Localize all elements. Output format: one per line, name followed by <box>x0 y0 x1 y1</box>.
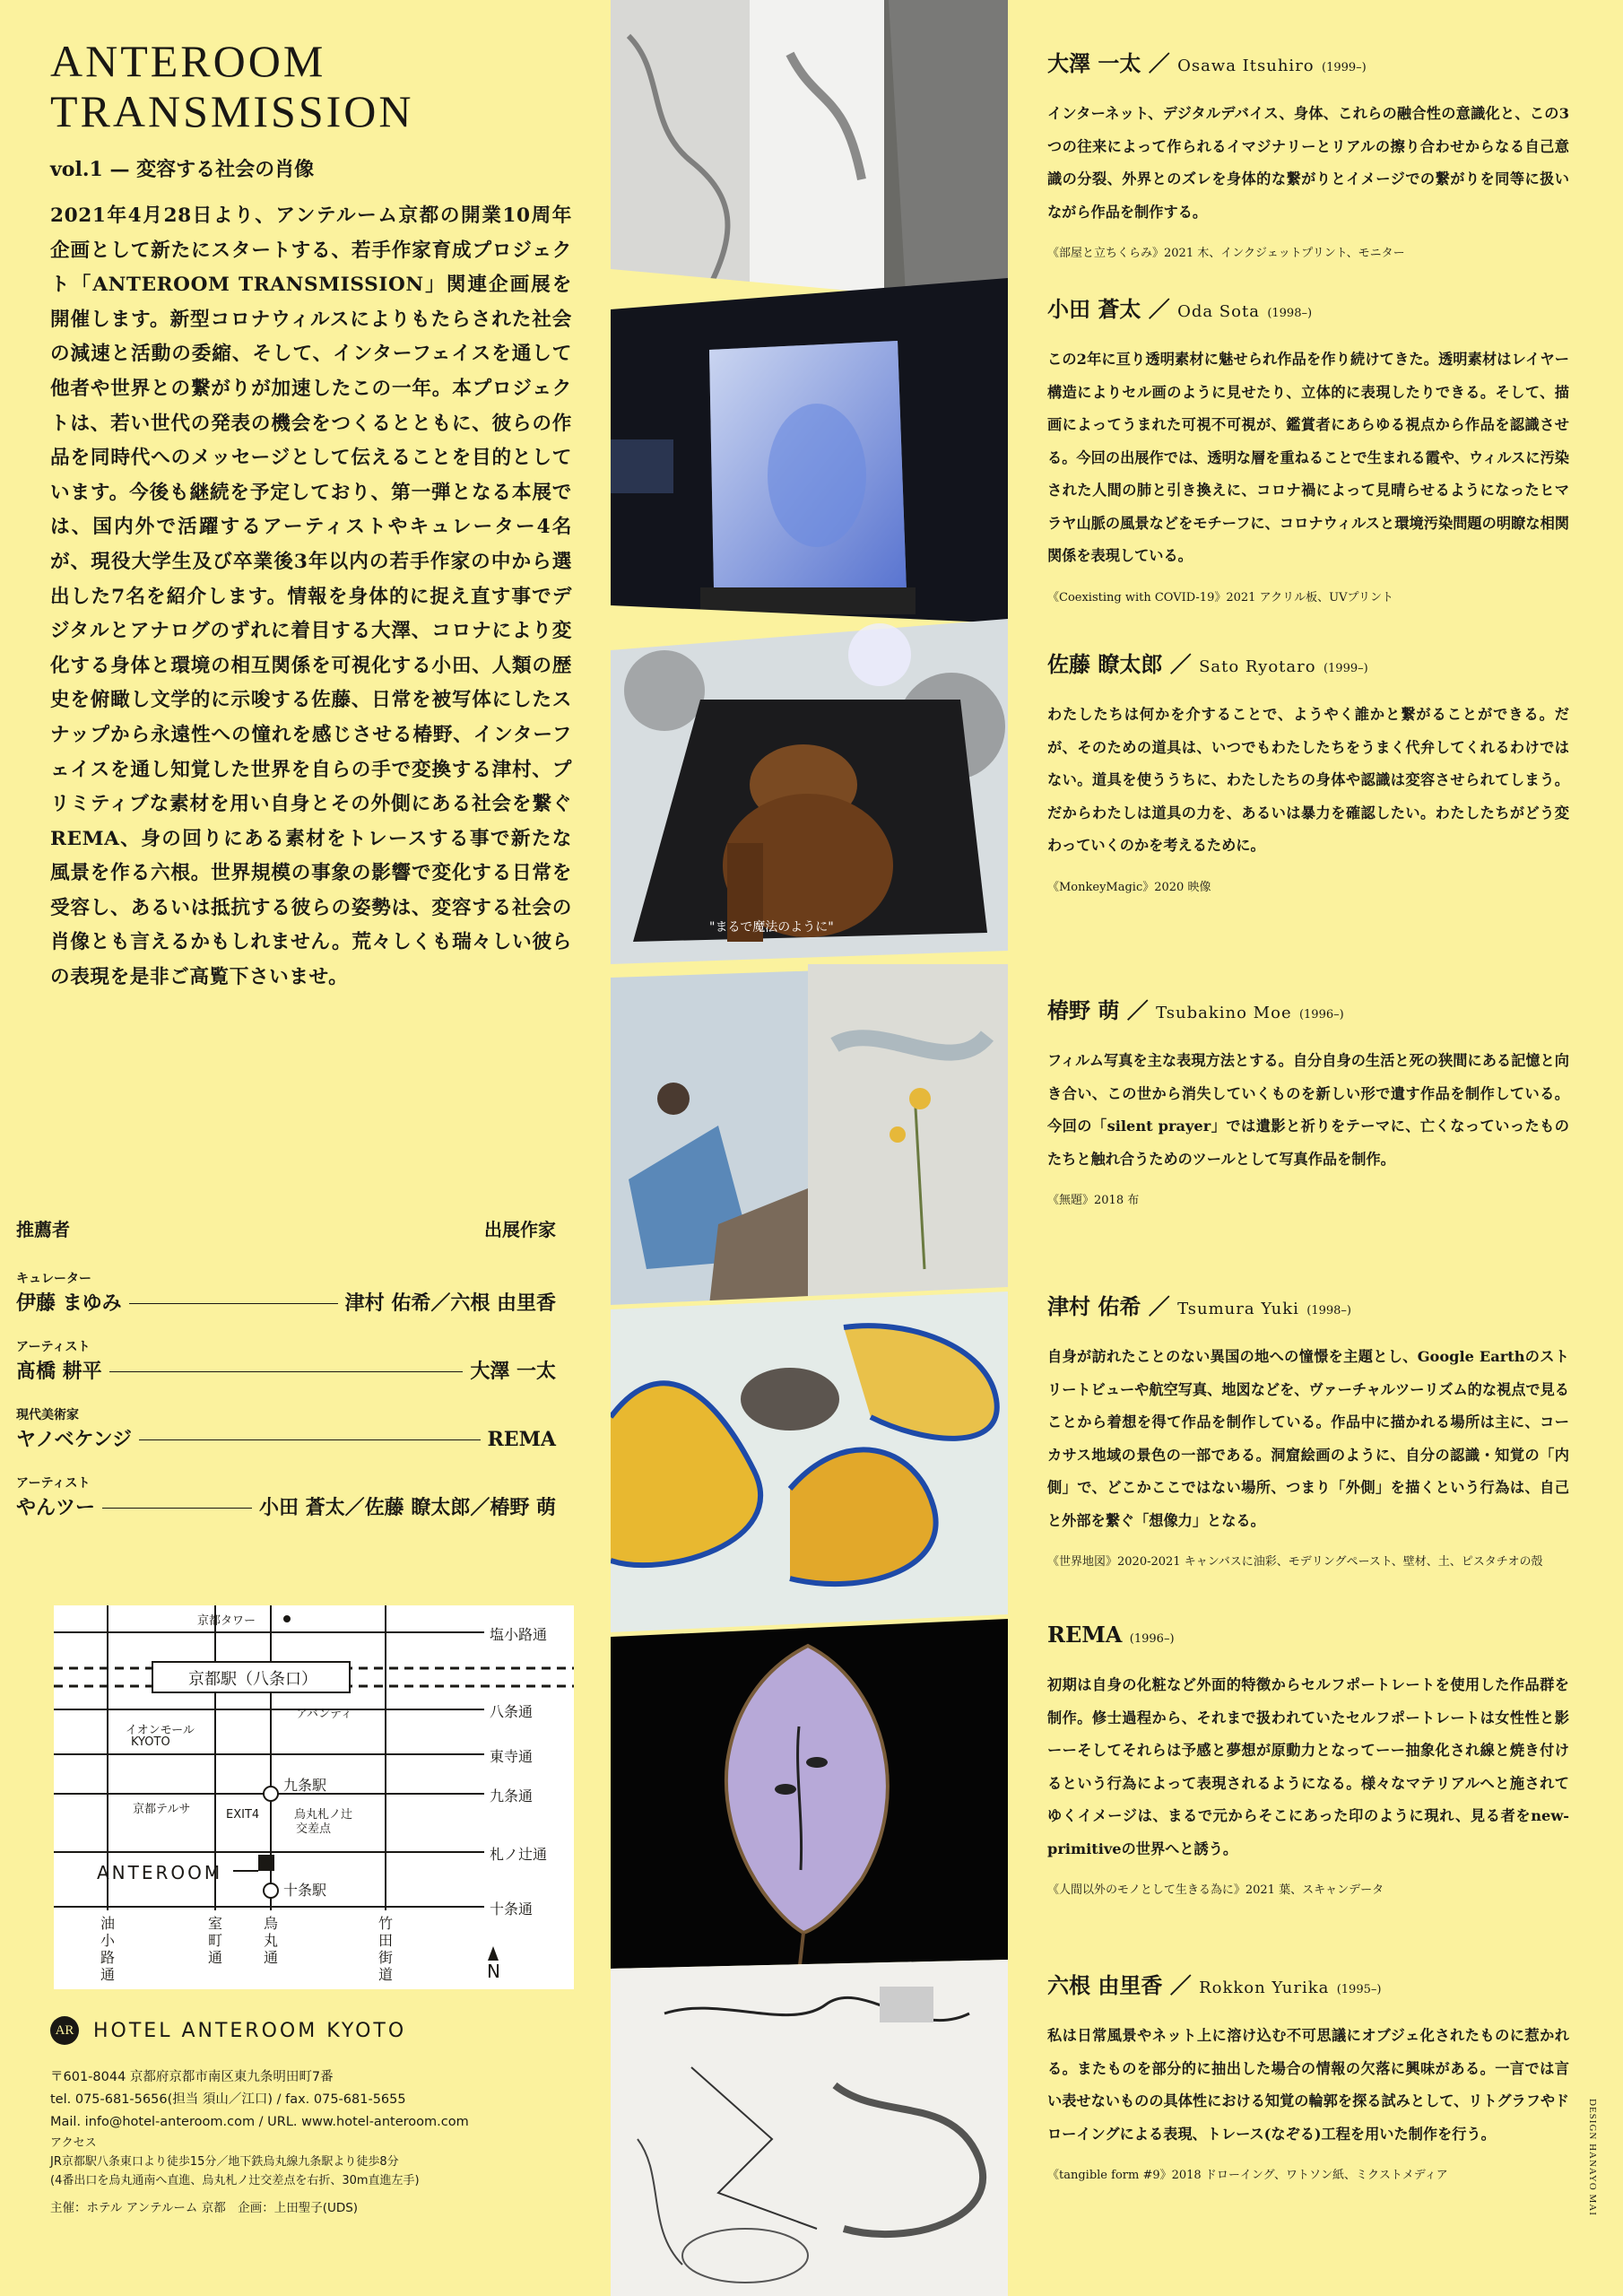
aeon-label: イオンモール <box>126 1724 195 1737</box>
artist-romaji: Osawa Itsuhiro <box>1177 57 1315 75</box>
artist-bio: わたしたちは何かを介することで、ようやく誰かと繋がることができる。だが、そのための道具は、いつでもわたしたちをうまく代弁してくれるわけではない。道具を使ううちに、わたしたちの身体や認識は変容させられてしまう。だからわたしは道具の力を、あるいは暴力を確認したい。わたしたちがどう変わっていくのかを考えるために。 <box>1047 706 1569 854</box>
kyoto-tower-label: 京都タワー <box>197 1614 256 1628</box>
road-label: 八条通 <box>490 1703 534 1720</box>
artwork-strip <box>611 0 1008 2296</box>
artist-name: 椿野 萌 <box>1047 997 1120 1023</box>
recommender-name: ヤノベケンジ <box>16 1428 133 1451</box>
recommender-row <box>16 1406 556 1455</box>
north-label: N <box>487 1961 500 1982</box>
crossing-label: 烏丸札ノ辻 <box>294 1808 353 1822</box>
artist-bio: 自身が訪れたことのない異国の地への憧憬を主題とし、Google Earthのストリートビューや航空写真、地図などを、ヴァーチャルツーリズム的な視点で見ることから着想を得て作品を制作している。作品中に描かれる場所は主に、コーカサス地域の景色の一部である。洞窟絵画のように、自分の認識・知覚の「内側」で、どこかここではない場所、つまり「外側」を描くという行為は、自己と外部を繋ぐ「想像力」となる。 <box>1047 1348 1569 1529</box>
organizer-credit: 主催：ホテル アンテルーム 京都 企画：上田聖子(UDS) <box>50 2201 359 2215</box>
artist-entry: 佐藤 瞭太郎 ／ Sato Ryotaro (1999–) わたしたちは何かを介することで、ようやく誰かと繋がることができる。だが、そのための道具は、いつでもわたしたちをうまく代弁してくれるわけではない。道具を使ううちに、わたしたちの身体や認識は変容させられてしまう。だからわたしは道具の力を、あるいは暴力を確認したい。わたしたちがどう変わっていくのかを考えるために。 《MonkeyMagic》2020 映像 <box>1047 649 1569 897</box>
road-label: 札ノ辻通 <box>490 1846 548 1863</box>
artist-years: (1996–) <box>1298 1008 1344 1022</box>
recommender-heading: 推薦者 <box>16 1219 70 1240</box>
artist-name: REMA <box>1047 1622 1123 1648</box>
artwork-tsumura <box>611 1292 1008 1650</box>
artist-entry <box>1047 1620 1569 1900</box>
terrsa-label: 京都テルサ <box>133 1803 191 1816</box>
artist-romaji: Oda Sota <box>1177 302 1260 321</box>
recommender-name: 伊藤 まゆみ <box>16 1292 122 1315</box>
recommender-table <box>16 1215 556 1543</box>
jujo-station-label: 十条駅 <box>283 1882 327 1899</box>
vertical-road-label: 室町通 <box>207 1915 222 1966</box>
access-title: アクセス <box>50 2136 97 2150</box>
access-map <box>54 1605 574 1989</box>
recommender-name: やんツー <box>16 1496 96 1519</box>
artist-years: (1999–) <box>1323 662 1368 675</box>
access-line-1: JR京都駅八条東口より徒歩15分／地下鉄烏丸線九条駅より徒歩8分 <box>50 2155 399 2169</box>
vertical-road-label: 竹田街道 <box>378 1915 393 1983</box>
hotel-name: HOTEL ANTEROOM KYOTO <box>93 2019 407 2042</box>
intro-text: 2021年4月28日より、アンテルーム京都の開業10周年企画として新たにスタートする、若手作家育成プロジェクト「ANTEROOM TRANSMISSION」関連企画展を開催します。新型コロナウィルスによりもたらされた社会の減速と活動の委縮、そして、インターフェイスを通して他者や世界との繋がりが加速したこの一年。本プロジェクトは、若い世代の発表の機会をつくるとともに、彼らの作品を同時代へのメッセージとして伝えることを目的としています。今後も継続を予定しており、第一弾となる本展では、国内外で活躍するアーティストやキュレーター4名が、現役大学生及び卒業後3年以内の若手作家の中から選出した7名を紹介します。情報を身体的に捉え直す事でデジタルとアナログのずれに着目する大澤、コロナにより変化する身体と環境の相互関係を可視化する小田、人類の歴史を俯瞰し文学的に示唆する佐藤、日常を被写体にしたスナップから永遠性への憧れを感じさせる椿野、インターフェイスを通し知覚した世界を自らの手で変換する津村、プリミティブな素材を用い自身とその外側にある社会を繋ぐREMA、身の回りにある素材をトレースする事で新たな風景を作る六根。世界規模の事象の影響で変化する日常を受容し、あるいは抵抗する彼らの姿勢は、変容する社会の肖像とも言えるかもしれません。荒々しくも瑞々しい彼らの表現を是非ご高覧下さいませ。 <box>50 204 572 989</box>
connector-line <box>109 1371 464 1372</box>
hotel-address: 〒601-8044 京都府京都市南区東九条明田町7番 <box>50 2070 334 2084</box>
artist-entry: 小田 蒼太 ／ Oda Sota (1998–) この2年に亘り透明素材に魅せられ作品を作り続けてきた。透明素材はレイヤー構造によりセル画のように見せたり、立体的に表現したりできる。そして、描画によってうまれた可視不可視が、鑑賞者にあらゆる視点から作品を認識させる。今回の出展作では、透明な層を重ねることで生まれる霞や、ウィルスに汚染された人間の肺と引き換えに、コロナ禍によって見晴らせるようになったヒマラヤ山脈の風景などをモチーフに、コロナウィルスと環境汚染問題の明瞭な相関関係を表現している。 《Coexisting with COVID-19》2021 アクリル板、UVプリント <box>1047 294 1569 607</box>
artist-entry: 椿野 萌 ／ Tsubakino Moe (1996–) フィルム写真を主な表現方法とする。自分自身の生活と死の狭間にある記憶と向き合い、この世から消失していくものを新しい形で遺す作品を制作している。今回の「silent prayer」では遺影と祈りをテーマに、亡くなっていったものたちと触れ合うためのツールとして写真作品を制作。 《無題》2018 布 <box>1047 996 1569 1210</box>
artists-heading: 出展作家 <box>484 1219 556 1240</box>
road-label: 九条通 <box>490 1787 534 1805</box>
artwork-caption: 《MonkeyMagic》2020 映像 <box>1047 880 1211 894</box>
artwork-tsubakino <box>611 964 1008 1323</box>
road-label: 東寺通 <box>490 1748 534 1765</box>
artist-years: (1998–) <box>1306 1304 1351 1318</box>
connector-line <box>102 1508 252 1509</box>
artist-name: 大澤 一太 <box>1047 50 1141 76</box>
road-label: 塩小路通 <box>490 1626 548 1643</box>
artwork-caption: 《Coexisting with COVID-19》2021 アクリル板、UVプリント <box>1047 590 1393 604</box>
crossing-label-2: 交差点 <box>296 1822 332 1836</box>
artist-romaji: Tsubakino Moe <box>1156 1004 1292 1022</box>
artist-bio: 初期は自身の化粧など外面的特徴からセルフポートレートを使用した作品群を制作。修士過程から、それまで扱われていたセルフポートレートは女性性と影ーーそしてそれらは予感と夢想が原動力となってーー抽象化され線と焼き付けるという行為によって表現されるようになる。様々なマテリアルへと施されてゆくイメージは、まるで元からそこにあった印のように現れ、見る者をnew-primitiveの世界へと誘う。 <box>1047 1676 1569 1857</box>
artist-bio: この2年に亘り透明素材に魅せられ作品を作り続けてきた。透明素材はレイヤー構造によりセル画のように見せたり、立体的に表現したりできる。そして、描画によってうまれた可視不可視が、鑑賞者にあらゆる視点から作品を認識させる。今回の出展作では、透明な層を重ねることで生まれる霞や、ウィルスに汚染された人間の肺と引き換えに、コロナ禍によって見晴らせるようになったヒマラヤ山脈の風景などをモチーフに、コロナウィルスと環境汚染問題の明瞭な相関関係を表現している。 <box>1047 351 1569 564</box>
exhibition-subtitle: vol.1 — 変容する社会の肖像 <box>50 158 315 181</box>
artist-years: (1999–) <box>1322 61 1367 74</box>
artwork-rema <box>611 1619 1008 1987</box>
artist-romaji: Rokkon Yurika <box>1199 1979 1330 1997</box>
recommender-role: アーティスト <box>16 1340 91 1354</box>
artwork-caption: 《世界地図》2020-2021 キャンバスに油彩、モデリングペースト、壁材、土、ピスタチオの殻 <box>1047 1555 1543 1569</box>
artwork-sato <box>611 619 1008 978</box>
artwork-caption-text: "まるで魔法のように" <box>709 920 834 935</box>
artist-years: (1996–) <box>1129 1632 1175 1646</box>
artwork-rokkon <box>611 1960 1008 2296</box>
recommender-row <box>16 1338 556 1387</box>
hotel-tel: tel. 075-681-5656(担当 須山／江口) / fax. 075-681-5655 <box>50 2092 406 2107</box>
recommender-role: 現代美術家 <box>16 1408 79 1422</box>
artwork-caption: 《部屋と立ちくらみ》2021 木、インクジェットプリント、モニター <box>1047 247 1405 260</box>
hotel-logo: AR <box>50 2016 79 2045</box>
artist-years: (1998–) <box>1267 307 1313 320</box>
connector-line <box>129 1303 338 1304</box>
artist-romaji: Sato Ryotaro <box>1199 657 1316 676</box>
recommended-artists: REMA <box>487 1428 556 1451</box>
artist-entry: 大澤 一太 ／ Osawa Itsuhiro (1999–) インターネット、デジタルデバイス、身体、これらの融合性の意識化と、この3つの往来によって作られるイマジナリーとリアルの擦り合わせからなる自己意識の分裂、外界とのズレを身体的な繋がりとイメージでの繋がりを同等に扱いながら作品を制作する。 《部屋と立ちくらみ》2021 木、インクジェットプリント、モニター <box>1047 48 1569 263</box>
artist-name: 佐藤 瞭太郎 <box>1047 651 1163 677</box>
title-line-2: TRANSMISSION <box>50 86 414 136</box>
recommender-row <box>16 1270 556 1318</box>
artwork-osawa <box>611 0 1008 309</box>
recommended-artists: 津村 佑希／六根 由里香 <box>344 1292 556 1315</box>
hotel-mail: Mail. info@hotel-anteroom.com / URL. www.hotel-anteroom.com <box>50 2115 469 2129</box>
design-credit: DESIGN HANAYO MAI <box>1587 2099 1598 2216</box>
artwork-caption: 《無題》2018 布 <box>1047 1194 1140 1207</box>
artist-bio: インターネット、デジタルデバイス、身体、これらの融合性の意識化と、この3つの往来によって作られるイマジナリーとリアルの擦り合わせからなる自己意識の分裂、外界とのズレを身体的な繋がりとイメージでの繋がりを同等に扱いながら作品を制作する。 <box>1047 105 1569 221</box>
artist-name: 小田 蒼太 <box>1047 296 1141 322</box>
recommended-artists: 大澤 一太 <box>470 1360 556 1383</box>
artwork-caption: 《人間以外のモノとして生きる為に》2021 葉、スキャンデータ <box>1047 1883 1384 1897</box>
artist-years: (1995–) <box>1336 1983 1382 1996</box>
vertical-road-label: 油小路通 <box>100 1915 115 1983</box>
vertical-road-label: 烏丸通 <box>263 1915 278 1966</box>
aeon-label-2: KYOTO <box>131 1735 170 1749</box>
kyoto-station-label: 京都駅（八条口） <box>188 1670 317 1689</box>
kujo-station-label: 九条駅 <box>283 1777 327 1794</box>
road-label: 十条通 <box>490 1900 534 1918</box>
access-line-2: (4番出口を烏丸通南へ直進、烏丸札ノ辻交差点を右折、30m直進左手) <box>50 2174 420 2187</box>
artist-bio: フィルム写真を主な表現方法とする。自分自身の生活と死の狭間にある記憶と向き合い、この世から消失していくものを新しい形で遺す作品を制作している。今回の「silent prayer」では遺影と祈りをテーマに、亡くなっていったものたちと触れ合うためのツールとして写真作品を制作。 <box>1047 1052 1569 1168</box>
recommended-artists: 小田 蒼太／佐藤 瞭太郎／椿野 萌 <box>259 1496 556 1519</box>
access-info <box>50 2134 579 2190</box>
artist-name: 津村 佑希 <box>1047 1293 1141 1319</box>
anteroom-map-label: ANTEROOM <box>97 1862 223 1883</box>
artist-entry: 六根 由里香 ／ Rokkon Yurika (1995–) 私は日常風景やネット上に溶け込む不可思議にオブジェ化されたものに惹かれる。またものを部分的に抽出した場合の情報の欠落に興味がある。一言では言い表せないものの具体性における知覚の輪郭を探る試みとして、リトグラフやドローイングによる表現、トレース(なぞる)工程を用いた制作を行う。 《tangible form #9》2018 ドローイング、ワトソン紙、ミクストメディア <box>1047 1970 1569 2185</box>
artwork-caption: 《tangible form #9》2018 ドローイング、ワトソン紙、ミクストメディア <box>1047 2169 1448 2182</box>
artist-romaji: Tsumura Yuki <box>1177 1300 1299 1318</box>
artist-bio: 私は日常風景やネット上に溶け込む不可思議にオブジェ化されたものに惹かれる。またものを部分的に抽出した場合の情報の欠落に興味がある。一言では言い表せないものの具体性における知覚の輪郭を探る試みとして、リトグラフやドローイングによる表現、トレース(なぞる)工程を用いた制作を行う。 <box>1047 2027 1569 2143</box>
recommender-header <box>16 1215 556 1241</box>
title-line-1: ANTEROOM <box>50 36 326 86</box>
artist-name: 六根 由里香 <box>1047 1972 1163 1998</box>
exhibition-title <box>50 36 414 136</box>
avanti-label: アバンティ <box>296 1708 352 1721</box>
recommender-role: アーティスト <box>16 1476 91 1491</box>
exit-label: EXIT4 <box>226 1808 260 1822</box>
hotel-info <box>50 2016 579 2220</box>
connector-line <box>139 1439 480 1440</box>
artist-entry: 津村 佑希 ／ Tsumura Yuki (1998–) 自身が訪れたことのない異国の地への憧憬を主題とし、Google Earthのストリートビューや航空写真、地図などを、ヴァーチャルツーリズム的な視点で見ることから着想を得て作品を制作している。作品中に描かれる場所は主に、コーカサス地域の景色の一部である。洞窟絵画のように、自分の認識・知覚の「内側」で、どこかここではない場所、つまり「外側」を描くという行為は、自己と外部を繋ぐ「想像力」となる。 《世界地図》2020-2021 キャンバスに油彩、モデリングペースト、壁材、土、ピスタチオの殻 <box>1047 1292 1569 1571</box>
recommender-name: 髙橋 耕平 <box>16 1360 102 1383</box>
artwork-oda <box>611 278 1008 637</box>
recommender-row <box>16 1474 556 1523</box>
recommender-role: キュレーター <box>16 1272 91 1286</box>
